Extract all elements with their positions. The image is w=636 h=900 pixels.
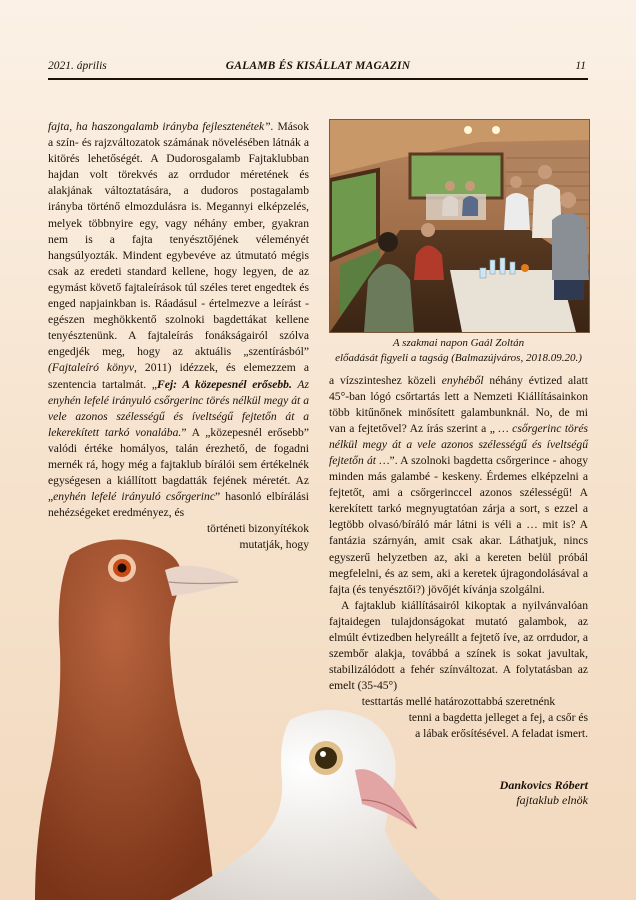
standard-quote: Az enyhén lefelé irányuló csőrgerinc törés nélkül megy át a vele azonos szélességű és íveltségű fejtetőn át a lekerekített tarkó vonalába. xyxy=(48,377,309,439)
left-column xyxy=(48,119,309,554)
meeting-photo-illustration xyxy=(330,120,589,332)
opening-quote: fajta, ha haszongalamb irányba fejlesztenétek”. xyxy=(48,120,274,133)
page-number: 11 xyxy=(575,60,586,72)
left-tail-line: történeti bizonyítékok xyxy=(206,522,309,536)
running-header xyxy=(48,60,588,76)
standard-quote-label: Fej: xyxy=(156,377,177,391)
red-pigeon xyxy=(35,539,240,900)
issue-date: 2021. április xyxy=(48,60,107,72)
left-paragraph: fajta, ha haszongalamb irányba fejlesztenétek”. Mások a szín- és rajzváltozatok számának növelésében látnák a kitörés lehetőségét. A Dudorosgalamb Fajtaklubban hajdan volt törekvés az orrdudor méretének és alakjának változtatására, a dudoros postagalamb irányba történő elmozdulásra is. Megannyi elképzelés, melyek többnyire egy, vagy néhány ember, gyakran nem is a fajta tenyésztőjének véleményét hangsúlyozták. Mindent egybevéve az útmutató mégis csak az eredeti standard kellene, hogy legyen, de az egymást követő fajtaleírások túl széles teret engedtek és enged napjainkban is. Ráadásul - értelmezve a leírást - egészen meghökkentő szolnoki bagdettákat kellene tenyésztenünk. A fajtaleírás fonákságairól szólva engedjék meg, hogy az aktuális „szentírásból” (Fajtaleíró könyv, 2011) idézzek, és elemezzem a szentencia tartalmát. „Fej: A közepesnél erősebb. Az enyhén lefelé irányuló csőrgerinc törés nélkül megy át a vele azonos szélességű és íveltségű fejtetőn át a lekerekített tarkó vonalába.” A „közepesnél erősebb” valódi értéke homályos, talán érezhető, de fogadni mernék rá, hogy még a fajtaklub bírálói sem értékelnék egységesen a kiállított bagdatták fejének méretét. Az „enyhén lefelé irányuló csőrgerinc” hasonló elbírálási nehézségeket eredményez, és xyxy=(48,120,309,520)
left-tail-line: mutatják, hogy xyxy=(239,538,309,552)
header-rule xyxy=(48,78,588,80)
book-reference: (Fajtaleíró könyv xyxy=(48,361,134,375)
author-role: fajtaklub elnök xyxy=(516,793,588,807)
standard-quote: … csőrgerinc törés nélkül megy át a vele azonos szélességű és íveltségű fejtetőn át … xyxy=(329,422,589,468)
pigeons-illustration xyxy=(0,530,450,900)
magazine-title: GALAMB ÉS KISÁLLAT MAGAZIN xyxy=(225,60,411,72)
photo-caption: A szakmai napon Gaál Zoltán előadását figyeli a tagság (Balmazújváros, 2018.09.20.) xyxy=(335,337,582,364)
right-paragraph: A fajtaklub kiállításairól kikoptak a nyilvánvalóan fajtaidegen tulajdonságokat mutató galambok, az elmúlt évtizedben helyreállt a fejtető íve, az orrdudor, a szembőr alakja, továbbá a színek is sokat javultak, stabilizálódott a fehér színváltozat. A folytatásban az emelt (35-45°) xyxy=(329,598,588,692)
author-signature xyxy=(440,778,588,808)
right-tail-line: a lábak erősítésével. A feladat ismert. xyxy=(415,727,588,741)
right-tail-line: testtartás mellé határozottabbá szeretnénk xyxy=(361,694,556,708)
author-name: Dankovics Róbert xyxy=(499,778,588,792)
right-paragraph: a vízszinteshez közeli enyhéből néhány évtized alatt 45°-ban lógó csőrtartás lett a Nemzeti Kiállításainkon több kitűnőnek minősített galambunknál. No, de mi van a fejtetővel? Az írás szerint a „ … csőrgerinc törés nélkül megy át a vele azonos szélességű és íveltségű fejtetőn át …”. A szolnoki bagdetta csőrgerince - ahogy minden más galambé - keskeny. Érdemes elképzelni a fejtetőt, ami a csőrgerinccel azonos szélességű! A kerekített tarkó megnyugtatóan zárja a sort, s ezzel a legtöbb olvasó/bíráló már látni is véli a … mit is? A fantázia szárnyán, amit csak akar. Láthatjuk, nincs egyszerű helyzetben az, aki a kereten belül próbál megfelelni, és az sem, aki a keretek újragondolásával a fajta (és tenyésztői?) jövőjét kívánja szolgálni. xyxy=(329,374,589,596)
meeting-photo xyxy=(329,119,590,333)
right-tail-line: tenni a bagdetta jelleget a fej, a csőr és xyxy=(408,710,588,724)
